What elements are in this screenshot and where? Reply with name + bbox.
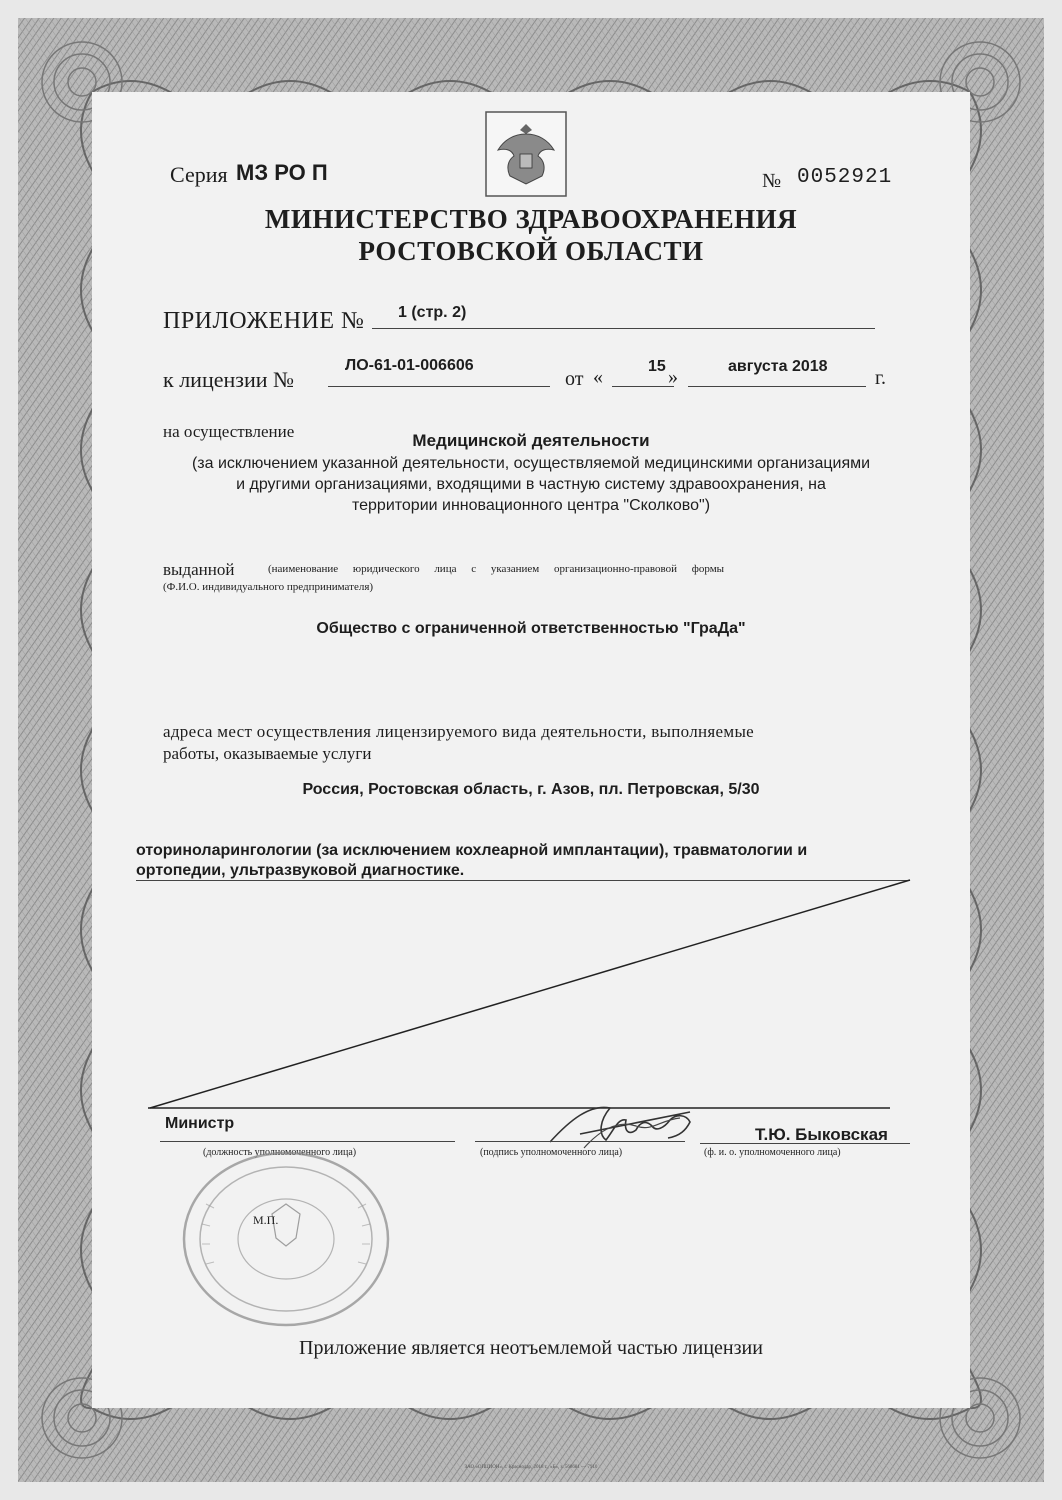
issued-hint: (Ф.И.О. индивидуального предпринимателя) xyxy=(163,581,374,593)
number-label: № xyxy=(762,170,782,192)
cancellation-diagonal xyxy=(140,878,920,1118)
appendix-underline xyxy=(372,328,875,329)
activity-label: на осуществление xyxy=(163,422,295,441)
license-underline xyxy=(328,386,550,387)
minister-name: Т.Ю. Быковская xyxy=(755,1125,888,1144)
quote-right: » xyxy=(668,366,678,388)
quote-left: « xyxy=(593,366,603,388)
stamp-label: М.П. xyxy=(253,1213,279,1227)
printer-note: ЗАО «ОПЦИОН», г. Краснодар, 2018 г., «Б», з. 568681 — 7910 xyxy=(464,1465,598,1470)
form-number: 0052921 xyxy=(797,166,893,189)
signature-underline xyxy=(475,1141,685,1142)
year-suffix: г. xyxy=(875,367,886,389)
series-label: Серия xyxy=(170,162,228,187)
ministry-title-line-1: МИНИСТЕРСТВО ЗДРАВООХРАНЕНИЯ xyxy=(264,204,798,234)
appendix-label: ПРИЛОЖЕНИЕ № xyxy=(163,308,365,334)
official-seal-icon xyxy=(176,1144,396,1334)
license-label: к лицензии № xyxy=(163,367,294,392)
license-day: 15 xyxy=(648,358,666,375)
from-label: от xyxy=(565,368,584,390)
license-number: ЛО-61-01-006606 xyxy=(345,357,474,374)
series-value: МЗ РО П xyxy=(236,160,328,185)
activity-title: Медицинской деятельности xyxy=(412,431,650,450)
minister-title: Министр xyxy=(165,1115,235,1132)
coat-of-arms-icon xyxy=(484,110,568,198)
activity-note-line: и другими организациями, входящими в частную систему здравоохранения, на xyxy=(236,476,826,493)
organization-name: Общество с ограниченной ответственностью "ГраДа" xyxy=(316,620,746,637)
activity-note-line: территории инновационного центра "Сколково") xyxy=(351,497,711,514)
address-label: адреса мест осуществления лицензируемого вида деятельности, выполняемые xyxy=(163,722,755,741)
address-value: Россия, Ростовская область, г. Азов, пл. Петровская, 5/30 xyxy=(302,781,760,798)
name-underline xyxy=(700,1143,910,1144)
appendix-number: 1 (стр. 2) xyxy=(398,304,467,321)
minister-underline xyxy=(160,1141,455,1142)
signature-hint: (подпись уполномоченного лица) xyxy=(480,1147,623,1158)
day-underline xyxy=(612,386,674,387)
license-month-year: августа 2018 xyxy=(728,358,828,375)
services-line: оториноларингологии (за исключением кохлеарной имплантации), травматологии и xyxy=(136,842,808,859)
services-line: ортопедии, ультразвуковой диагностике. xyxy=(136,862,465,879)
ministry-title-line-2: РОСТОВСКОЙ ОБЛАСТИ xyxy=(358,236,704,266)
minister-hint: (должность уполномоченного лица) xyxy=(203,1147,357,1158)
footer-note: Приложение является неотъемлемой частью лицензии xyxy=(299,1337,763,1359)
month-underline xyxy=(688,386,866,387)
activity-note-line: (за исключением указанной деятельности, осуществляемой медицинскими организациями xyxy=(191,455,871,472)
issued-label: выданной xyxy=(163,560,235,579)
issued-hint: (наименование юридического лица с указанием организационно-правовой формы xyxy=(268,563,725,575)
address-label: работы, оказываемые услуги xyxy=(163,744,372,763)
name-hint: (ф. и. о. уполномоченного лица) xyxy=(704,1147,841,1158)
